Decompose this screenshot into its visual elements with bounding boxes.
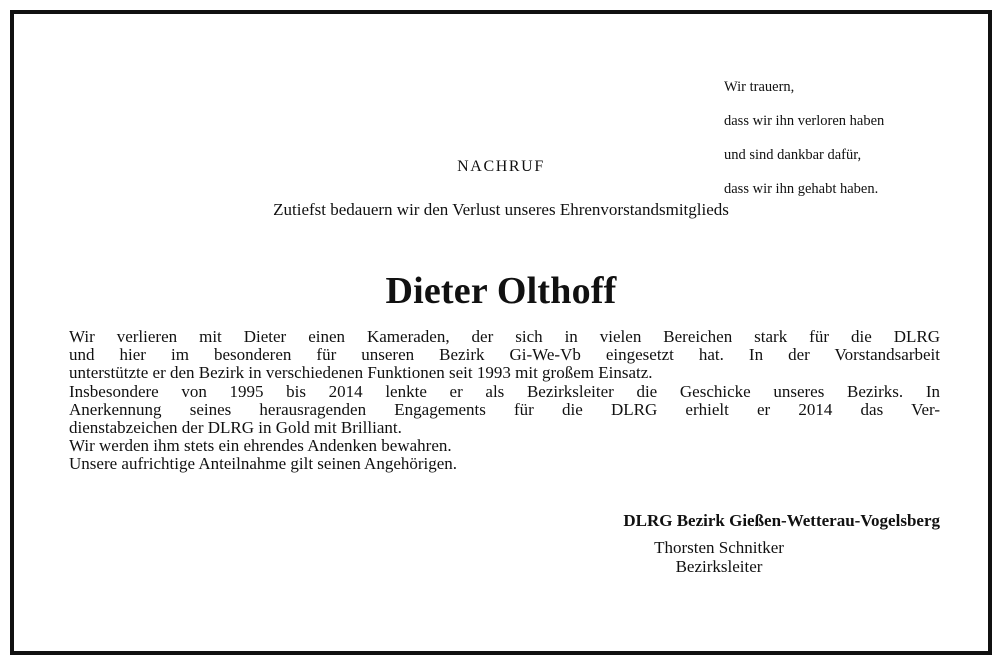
body-line: dienstabzeichen der DLRG in Gold mit Brilliant. [69, 418, 402, 438]
obituary-frame [10, 10, 992, 655]
signature-block [554, 538, 884, 576]
body-line: Wir verlieren mit Dieter einen Kameraden, der sich in vielen Bereichen stark für die DLRG [69, 327, 940, 346]
obituary-subheading: Zutiefst bedauern wir den Verlust unseres Ehrenvorstandsmitglieds [273, 200, 729, 219]
obituary-heading: NACHRUF [457, 158, 545, 175]
signature-organization: DLRG Bezirk Gießen-Wetterau-Vogelsberg [623, 511, 940, 530]
body-line: und hier im besonderen für unseren Bezirk Gi-We-Vb eingesetzt hat. In der Vorstandsarbeit [69, 345, 940, 365]
body-line: Insbesondere von 1995 bis 2014 lenkte er als Bezirksleiter die Geschicke unseres Bezirks. In [69, 381, 940, 401]
quote-line: und sind dankbar dafür, [724, 147, 862, 163]
quote-line: dass wir ihn verloren haben [724, 113, 885, 129]
memorial-quote [724, 62, 964, 215]
body-line: Anerkennung seines herausragenden Engagements für die DLRG erhielt er 2014 das Ver- [69, 399, 940, 419]
body-line: Wir werden ihm stets ein ehrendes Andenken bewahren. [69, 436, 452, 456]
quote-line: Wir trauern, [724, 79, 795, 95]
signature-role: Bezirksleiter [675, 557, 763, 576]
signature-person: Thorsten Schnitker [654, 538, 784, 557]
body-line: Unsere aufrichtige Anteilnahme gilt seinen Angehörigen. [69, 454, 458, 474]
deceased-name: Dieter Olthoff [385, 270, 617, 312]
body-line: unterstützte er den Bezirk in verschiedenen Funktionen seit 1993 mit großem Einsatz. [69, 363, 653, 383]
obituary-body [69, 328, 940, 474]
quote-line: dass wir ihn gehabt haben. [724, 181, 879, 197]
